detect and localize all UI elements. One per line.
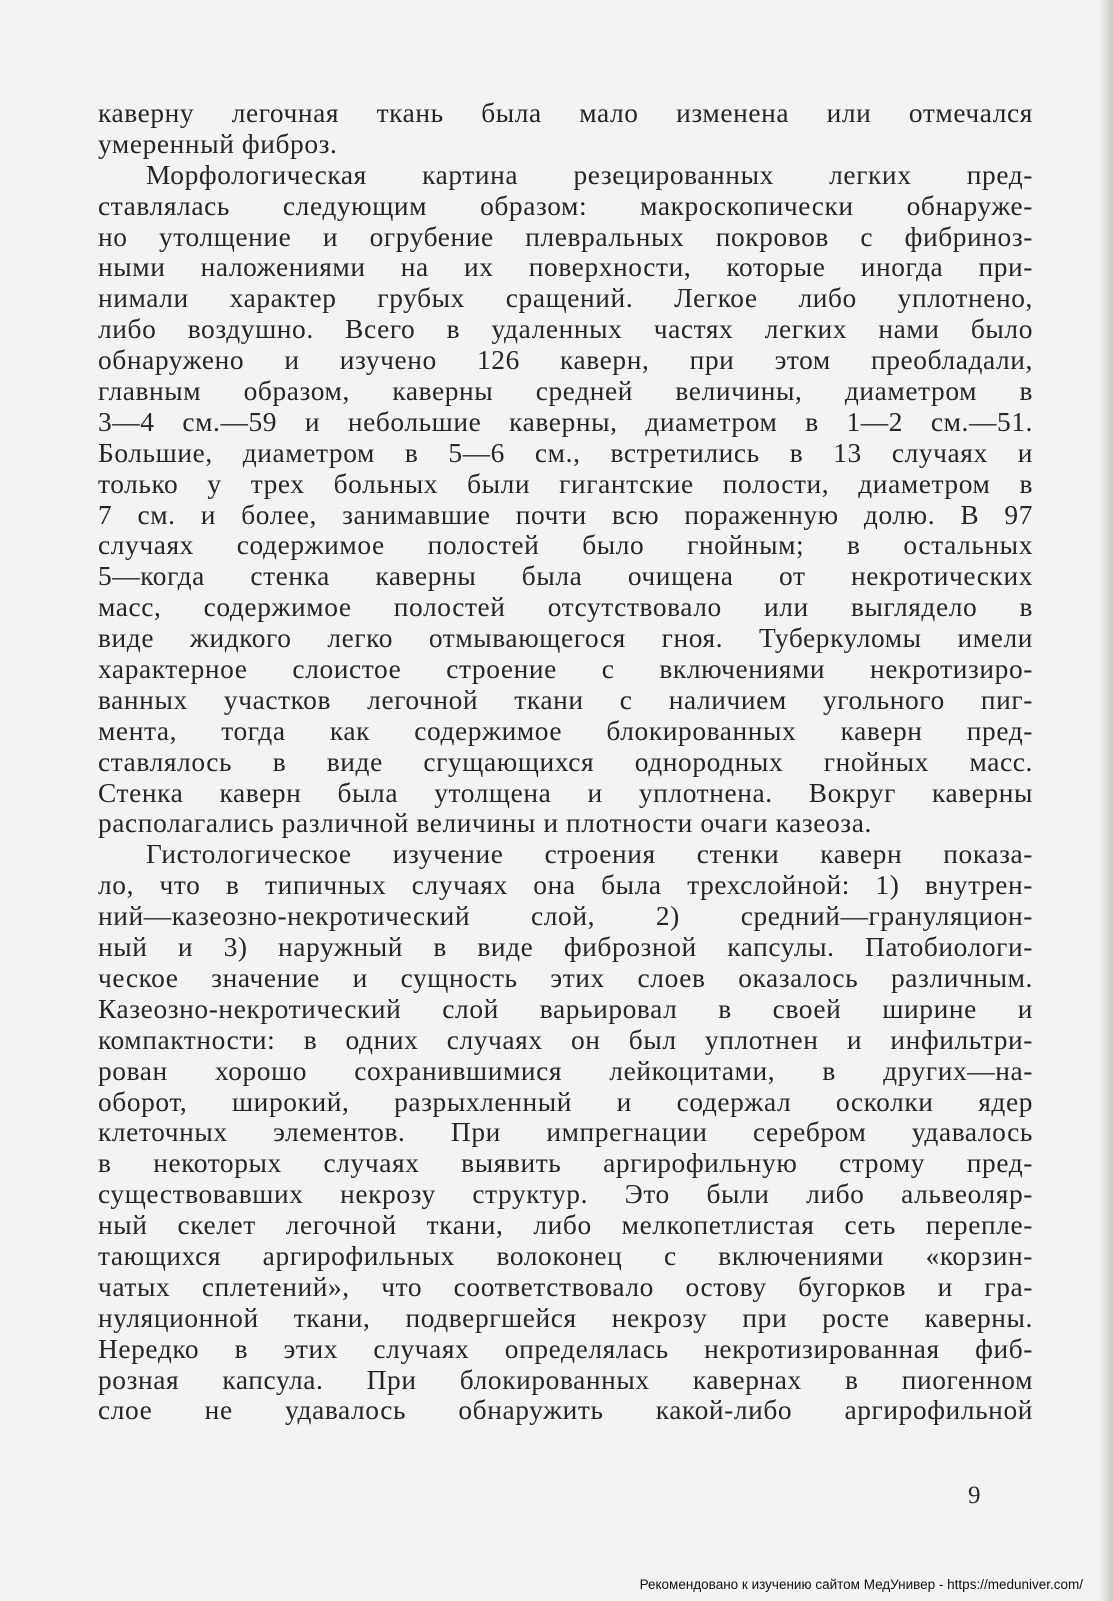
text-line: ческое значение и сущность этих слоев оказалось различным. — [98, 962, 1033, 993]
text-line: Казеозно-некротический слой варьировал в своей ширине и — [98, 993, 1033, 1024]
text-line: Гистологическое изучение строения стенки каверн показа- — [146, 839, 1033, 870]
text-line: розная капсула. При блокированных кавернах в пиогенном — [98, 1364, 1033, 1395]
text-line: 5—когда стенка каверны была очищена от некротических — [98, 561, 1033, 592]
text-line: клеточных элементов. При импрегнации серебром удавалось — [98, 1117, 1033, 1148]
text-line: 3—4 см.—59 и небольшие каверны, диаметром в 1—2 см.—51. — [98, 406, 1033, 437]
text-line: мента, тогда как содержимое блокированных каверн пред- — [98, 715, 1033, 746]
text-line: виде жидкого легко отмывающегося гноя. Туберкуломы имели — [98, 623, 1033, 654]
text-line: Нередко в этих случаях определялась некротизированная фиб- — [98, 1333, 1033, 1364]
text-line: Морфологическая картина резецированных легких пред- — [146, 159, 1033, 190]
text-line: ный и 3) наружный в виде фиброзной капсулы. Патобиологи- — [98, 932, 1033, 963]
text-line: 7 см. и более, занимавшие почти всю пораженную долю. В 97 — [98, 499, 1033, 530]
text-line: в некоторых случаях выявить аргирофильную строму пред- — [98, 1148, 1033, 1179]
text-line: нимали характер грубых сращений. Легкое либо уплотнено, — [98, 283, 1033, 314]
text-line: ло, что в типичных случаях она была трехслойной: 1) внутрен- — [98, 870, 1033, 901]
text-line: но утолщение и огрубение плевральных покровов с фибриноз- — [98, 221, 1033, 252]
page-number: 9 — [968, 1482, 981, 1509]
text-line: масс, содержимое полостей отсутствовало или выглядело в — [98, 592, 1033, 623]
text-line: тающихся аргирофильных волоконец с включениями «корзин- — [98, 1240, 1033, 1271]
text-line: главным образом, каверны средней величины, диаметром в — [98, 376, 1033, 407]
text-line: умеренный фиброз. — [98, 128, 338, 159]
text-line: слое не удавалось обнаружить какой-либо аргирофильной — [98, 1395, 1033, 1426]
text-line: Большие, диаметром в 5—6 см., встретились в 13 случаях и — [98, 437, 1033, 468]
text-line: оборот, широкий, разрыхленный и содержал осколки ядер — [98, 1086, 1033, 1117]
text-line: только у трех больных были гигантские полости, диаметром в — [98, 468, 1033, 499]
text-line: существовавших некрозу структур. Это были либо альвеоляр- — [98, 1179, 1033, 1210]
text-line: компактности: в одних случаях он был уплотнен и инфильтри- — [98, 1024, 1033, 1055]
text-line: ный скелет легочной ткани, либо мелкопетлистая сеть перепле- — [98, 1210, 1033, 1241]
text-line: ний—казеозно-некротический слой, 2) средний—грануляцион- — [98, 901, 1033, 932]
text-line: рован хорошо сохранившимися лейкоцитами, в других—на- — [98, 1055, 1033, 1086]
text-line: Стенка каверн была утолщена и уплотнена. Вокруг каверны — [98, 777, 1033, 808]
text-line: нуляционной ткани, подвергшейся некрозу при росте каверны. — [98, 1302, 1033, 1333]
text-line: обнаружено и изучено 126 каверн, при этом преобладали, — [98, 345, 1033, 376]
text-line: ными наложениями на их поверхности, которые иногда при- — [98, 252, 1033, 283]
text-line: каверну легочная ткань была мало изменена или отмечался — [98, 98, 1033, 128]
text-line: ставлялась следующим образом: макроскопически обнаруже- — [98, 190, 1033, 221]
text-line: либо воздушно. Всего в удаленных частях легких нами было — [98, 314, 1033, 345]
text-line: располагались различной величины и плотности очаги казеоза. — [98, 808, 872, 839]
text-line: ванных участков легочной ткани с наличием угольного пиг- — [98, 684, 1033, 715]
scan-edge — [1099, 0, 1113, 1601]
text-line: характерное слоистое строение с включениями некротизиро- — [98, 654, 1033, 685]
text-line: ставлялось в виде сгущающихся однородных гнойных масс. — [98, 746, 1033, 777]
footer-attribution: Рекомендовано к изучению сайтом МедУнивер - https://meduniver.com/ — [639, 1577, 1083, 1592]
body-text — [98, 98, 1033, 1426]
text-line: случаях содержимое полостей было гнойным; в остальных — [98, 530, 1033, 561]
text-line: чатых сплетений», что соответствовало остову бугорков и гра- — [98, 1271, 1033, 1302]
